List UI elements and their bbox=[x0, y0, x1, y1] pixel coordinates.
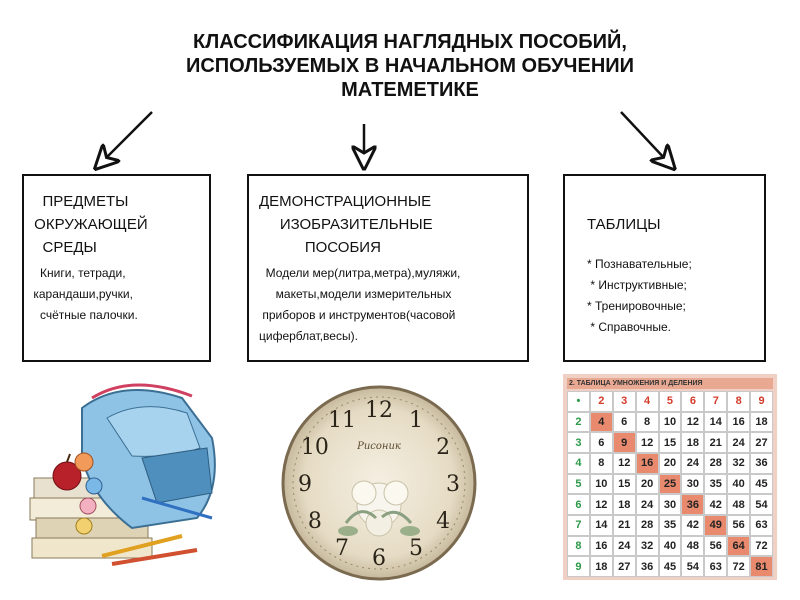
table-col-header: 6 bbox=[681, 391, 704, 412]
clock-numeral: 3 bbox=[446, 472, 460, 497]
box-environment-heading: ПРЕДМЕТЫ ОКРУЖАЮЩЕЙ СРЕДЫ bbox=[34, 193, 148, 256]
arrow-right bbox=[621, 112, 667, 161]
table-cell: 8 bbox=[590, 453, 613, 474]
table-header: 2. ТАБЛИЦА УМНОЖЕНИЯ И ДЕЛЕНИЯ bbox=[567, 378, 773, 389]
table-cell: 30 bbox=[659, 494, 682, 515]
multiplication-table-image bbox=[563, 374, 777, 580]
arrow-left bbox=[103, 112, 152, 161]
table-row-header: 3 bbox=[567, 432, 590, 453]
box-environment-objects bbox=[22, 174, 211, 362]
table-cell: 12 bbox=[681, 412, 704, 433]
table-cell: 14 bbox=[704, 412, 727, 433]
table-cell: 21 bbox=[613, 515, 636, 536]
table-cell: 20 bbox=[659, 453, 682, 474]
table-cell: 36 bbox=[681, 494, 704, 515]
table-cell: 12 bbox=[590, 494, 613, 515]
table-cell: 24 bbox=[727, 432, 750, 453]
table-col-header: 2 bbox=[590, 391, 613, 412]
table-cell: 24 bbox=[613, 536, 636, 557]
table-cell: 40 bbox=[727, 474, 750, 495]
table-col-header: 8 bbox=[727, 391, 750, 412]
table-cell: 9 bbox=[613, 432, 636, 453]
table-cell: 16 bbox=[727, 412, 750, 433]
table-cell: 72 bbox=[750, 536, 773, 557]
table-cell: 20 bbox=[636, 474, 659, 495]
table-cell: 35 bbox=[659, 515, 682, 536]
clock-numeral: 8 bbox=[307, 509, 322, 534]
clock-numeral: 6 bbox=[372, 546, 386, 571]
table-cell: 56 bbox=[727, 515, 750, 536]
table-row-header: 8 bbox=[567, 536, 590, 557]
table-cell: 48 bbox=[727, 494, 750, 515]
table-row-header: 6 bbox=[567, 494, 590, 515]
clock-numeral: 10 bbox=[300, 435, 329, 460]
clock-numeral: 7 bbox=[335, 536, 349, 562]
table-col-header: 5 bbox=[659, 391, 682, 412]
table-cell: 40 bbox=[659, 536, 682, 557]
box-tables-heading: ТАБЛИЦЫ bbox=[587, 216, 661, 233]
table-row-header: 2 bbox=[567, 412, 590, 433]
table-cell: 36 bbox=[636, 556, 659, 577]
table-cell: 42 bbox=[681, 515, 704, 536]
table-cell: 18 bbox=[590, 556, 613, 577]
table-col-header: 9 bbox=[750, 391, 773, 412]
table-cell: 4 bbox=[590, 412, 613, 433]
title-line-2: ИСПОЛЬЗУЕМЫХ В НАЧАЛЬНОМ ОБУЧЕНИИ bbox=[185, 55, 635, 77]
table-cell: 12 bbox=[636, 432, 659, 453]
table-cell: 24 bbox=[681, 453, 704, 474]
table-col-header: 4 bbox=[636, 391, 659, 412]
table-cell: 6 bbox=[590, 432, 613, 453]
table-col-header: 3 bbox=[613, 391, 636, 412]
clock-image bbox=[276, 383, 482, 583]
table-cell: 10 bbox=[659, 412, 682, 433]
table-cell: 25 bbox=[659, 474, 682, 495]
table-cell: 21 bbox=[704, 432, 727, 453]
table-cell: 36 bbox=[750, 453, 773, 474]
table-row-header: 9 bbox=[567, 556, 590, 577]
multiplication-table bbox=[567, 391, 773, 577]
table-cell: 24 bbox=[636, 494, 659, 515]
clock-numeral: 9 bbox=[298, 472, 312, 497]
table-cell: 18 bbox=[681, 432, 704, 453]
table-cell: 18 bbox=[613, 494, 636, 515]
table-cell: 56 bbox=[704, 536, 727, 557]
table-cell: 54 bbox=[681, 556, 704, 577]
table-row-header: 7 bbox=[567, 515, 590, 536]
table-cell: 28 bbox=[636, 515, 659, 536]
table-cell: 15 bbox=[613, 474, 636, 495]
table-cell: 63 bbox=[750, 515, 773, 536]
table-cell: 45 bbox=[659, 556, 682, 577]
box-tables-body: * Познавательные; * Инструктивные; * Тренировочные; * Справочные. bbox=[587, 257, 692, 334]
box-environment-body: Книги, тетради, карандаши,ручки, счётные палочки. bbox=[33, 266, 138, 322]
table-cell: 14 bbox=[590, 515, 613, 536]
table-col-header: 7 bbox=[704, 391, 727, 412]
table-corner: • bbox=[567, 391, 590, 412]
clock-script: Рисоник bbox=[357, 441, 401, 452]
table-cell: 12 bbox=[613, 453, 636, 474]
table-cell: 18 bbox=[750, 412, 773, 433]
table-cell: 27 bbox=[750, 432, 773, 453]
box-tables bbox=[563, 174, 766, 362]
table-cell: 42 bbox=[704, 494, 727, 515]
table-cell: 54 bbox=[750, 494, 773, 515]
table-cell: 32 bbox=[727, 453, 750, 474]
clock-numeral: 12 bbox=[365, 398, 393, 423]
table-cell: 45 bbox=[750, 474, 773, 495]
title-line-1: КЛАССИФИКАЦИЯ НАГЛЯДНЫХ ПОСОБИЙ, bbox=[193, 31, 627, 53]
table-cell: 8 bbox=[636, 412, 659, 433]
table-cell: 48 bbox=[681, 536, 704, 557]
clock-numeral: 1 bbox=[409, 407, 423, 433]
table-cell: 35 bbox=[704, 474, 727, 495]
box-demonstration-body: Модели мер(литра,метра),муляжи, макеты,модели измерительных приборов и инструментов(часовой циферблат,весы). bbox=[259, 266, 461, 343]
table-cell: 15 bbox=[659, 432, 682, 453]
table-cell: 64 bbox=[727, 536, 750, 557]
title-line-3: МАТЕМЕТИКЕ bbox=[341, 79, 479, 101]
table-cell: 27 bbox=[613, 556, 636, 577]
table-cell: 63 bbox=[704, 556, 727, 577]
clock-numeral: 11 bbox=[328, 407, 356, 433]
arrows bbox=[0, 0, 800, 200]
clock-numeral: 2 bbox=[436, 435, 451, 460]
table-row-header: 5 bbox=[567, 474, 590, 495]
table-cell: 10 bbox=[590, 474, 613, 495]
box-demonstration-heading: ДЕМОНСТРАЦИОННЫЕ ИЗОБРАЗИТЕЛЬНЫЕ ПОСОБИЯ bbox=[259, 193, 433, 256]
table-row-header: 4 bbox=[567, 453, 590, 474]
clock-numeral: 4 bbox=[436, 509, 451, 534]
table-cell: 16 bbox=[636, 453, 659, 474]
table-cell: 72 bbox=[727, 556, 750, 577]
table-cell: 32 bbox=[636, 536, 659, 557]
table-cell: 28 bbox=[704, 453, 727, 474]
table-cell: 30 bbox=[681, 474, 704, 495]
clock-numeral: 5 bbox=[409, 536, 423, 562]
table-cell: 81 bbox=[750, 556, 773, 577]
table-cell: 16 bbox=[590, 536, 613, 557]
table-cell: 6 bbox=[613, 412, 636, 433]
table-cell: 49 bbox=[704, 515, 727, 536]
backpack-image bbox=[22, 378, 234, 574]
box-demonstration-aids bbox=[247, 174, 529, 362]
